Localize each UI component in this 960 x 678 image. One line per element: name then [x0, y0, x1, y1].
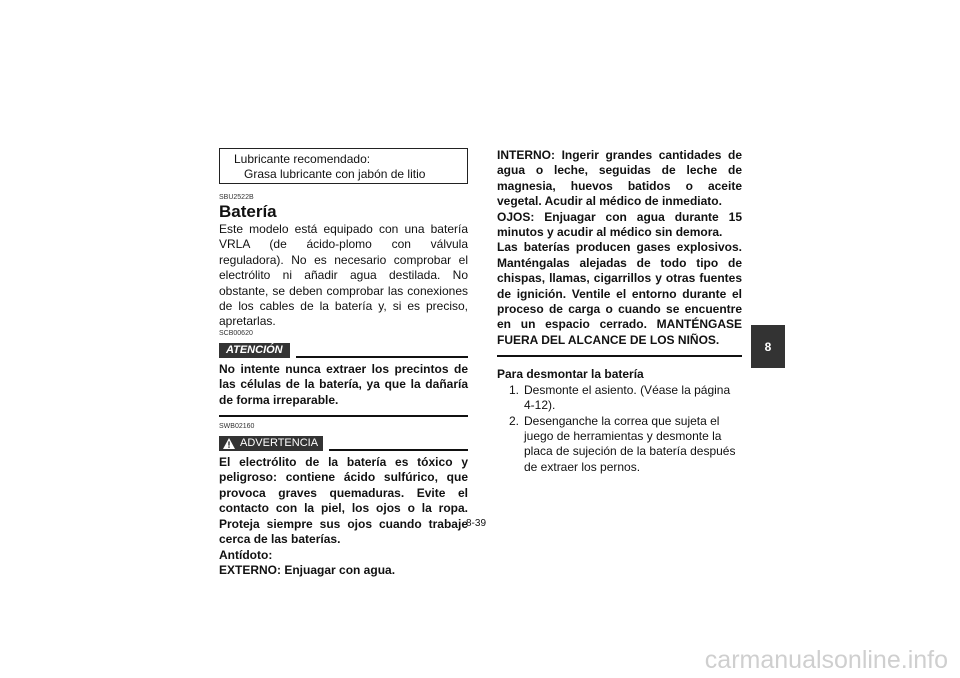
caution-header: [219, 339, 468, 358]
removal-step: 1. Desmonte el asiento. (Véase la página 4-12).: [508, 382, 731, 413]
caution-rule: [296, 356, 468, 358]
lubricant-value: Grasa lubricante con jabón de litio: [244, 167, 426, 181]
chapter-tab: 8: [751, 325, 785, 368]
lubricant-box: [219, 148, 468, 184]
watermark: carmanualsonline.info: [704, 646, 948, 674]
antidote-label: Antídoto:: [219, 547, 273, 562]
antidote-eyes: OJOS: Enjuagar con agua durante 15 minutos y acudir al médico sin demora.: [497, 209, 742, 240]
right-column: [497, 148, 742, 475]
antidote-internal: INTERNO: Ingerir grandes cantidades de agua o leche, seguidas de leche de magnesia, huevos batidos o aceite vegetal. Acudir al médico de inmediato.: [497, 148, 742, 209]
warning-end-rule: [497, 355, 742, 357]
section-title: Batería: [219, 202, 277, 221]
warning-label-box: [219, 436, 323, 451]
page-number: 8-39: [466, 518, 487, 529]
caution-label: ATENCIÓN: [219, 343, 290, 358]
removal-title: Para desmontar la batería: [497, 367, 644, 382]
caution-end-rule: [219, 415, 468, 417]
warning-code: SWB02160: [219, 423, 255, 431]
caution-code: SCB00620: [219, 329, 253, 337]
warning-label: ADVERTENCIA: [240, 437, 319, 450]
section-body: Este modelo está equipado con una batería VRLA (de ácido-plomo con válvula reguladora). No es necesario comprobar el electrólito ni añadir agua destilada. No obstante, se deben comprobar las conexiones de los cables de la batería y, si es preciso, apretarlas.: [219, 222, 468, 329]
lubricant-label: Lubricante recomendado:: [234, 152, 371, 166]
removal-steps: [497, 383, 742, 475]
removal-step: 2. Desenganche la correa que sujeta el juego de herramientas y desmonte la placa de sujeción de la batería después de extraer los pernos.: [508, 413, 736, 474]
warning-header: [219, 433, 468, 451]
left-column: [219, 148, 468, 578]
warning-rule: [329, 449, 468, 451]
antidote-external: EXTERNO: Enjuagar con agua.: [219, 562, 396, 577]
caution-text: No intente nunca extraer los precintos de las células de la batería, ya que la dañaría de forma irreparable.: [219, 361, 468, 407]
warning-text: El electrólito de la batería es tóxico y peligroso: contiene ácido sulfúrico, que provoca graves quemaduras. Evite el contacto con la piel, los ojos o la ropa. Proteja siempre sus ojos cuando trabaje cerca de las baterías.: [219, 455, 468, 547]
section-code: SBU2522B: [219, 194, 254, 201]
warning-triangle-icon: [223, 438, 235, 449]
explosive-gases-warning: Las baterías producen gases explosivos. Manténgalas alejadas de todo tipo de chispas, llamas, cigarrillos y otras fuentes de ignición. Ventile el entorno durante el proceso de carga o cuando se encuentre en un espacio cerrado. MANTÉNGASE FUERA DEL ALCANCE DE LOS NIÑOS.: [497, 240, 742, 347]
